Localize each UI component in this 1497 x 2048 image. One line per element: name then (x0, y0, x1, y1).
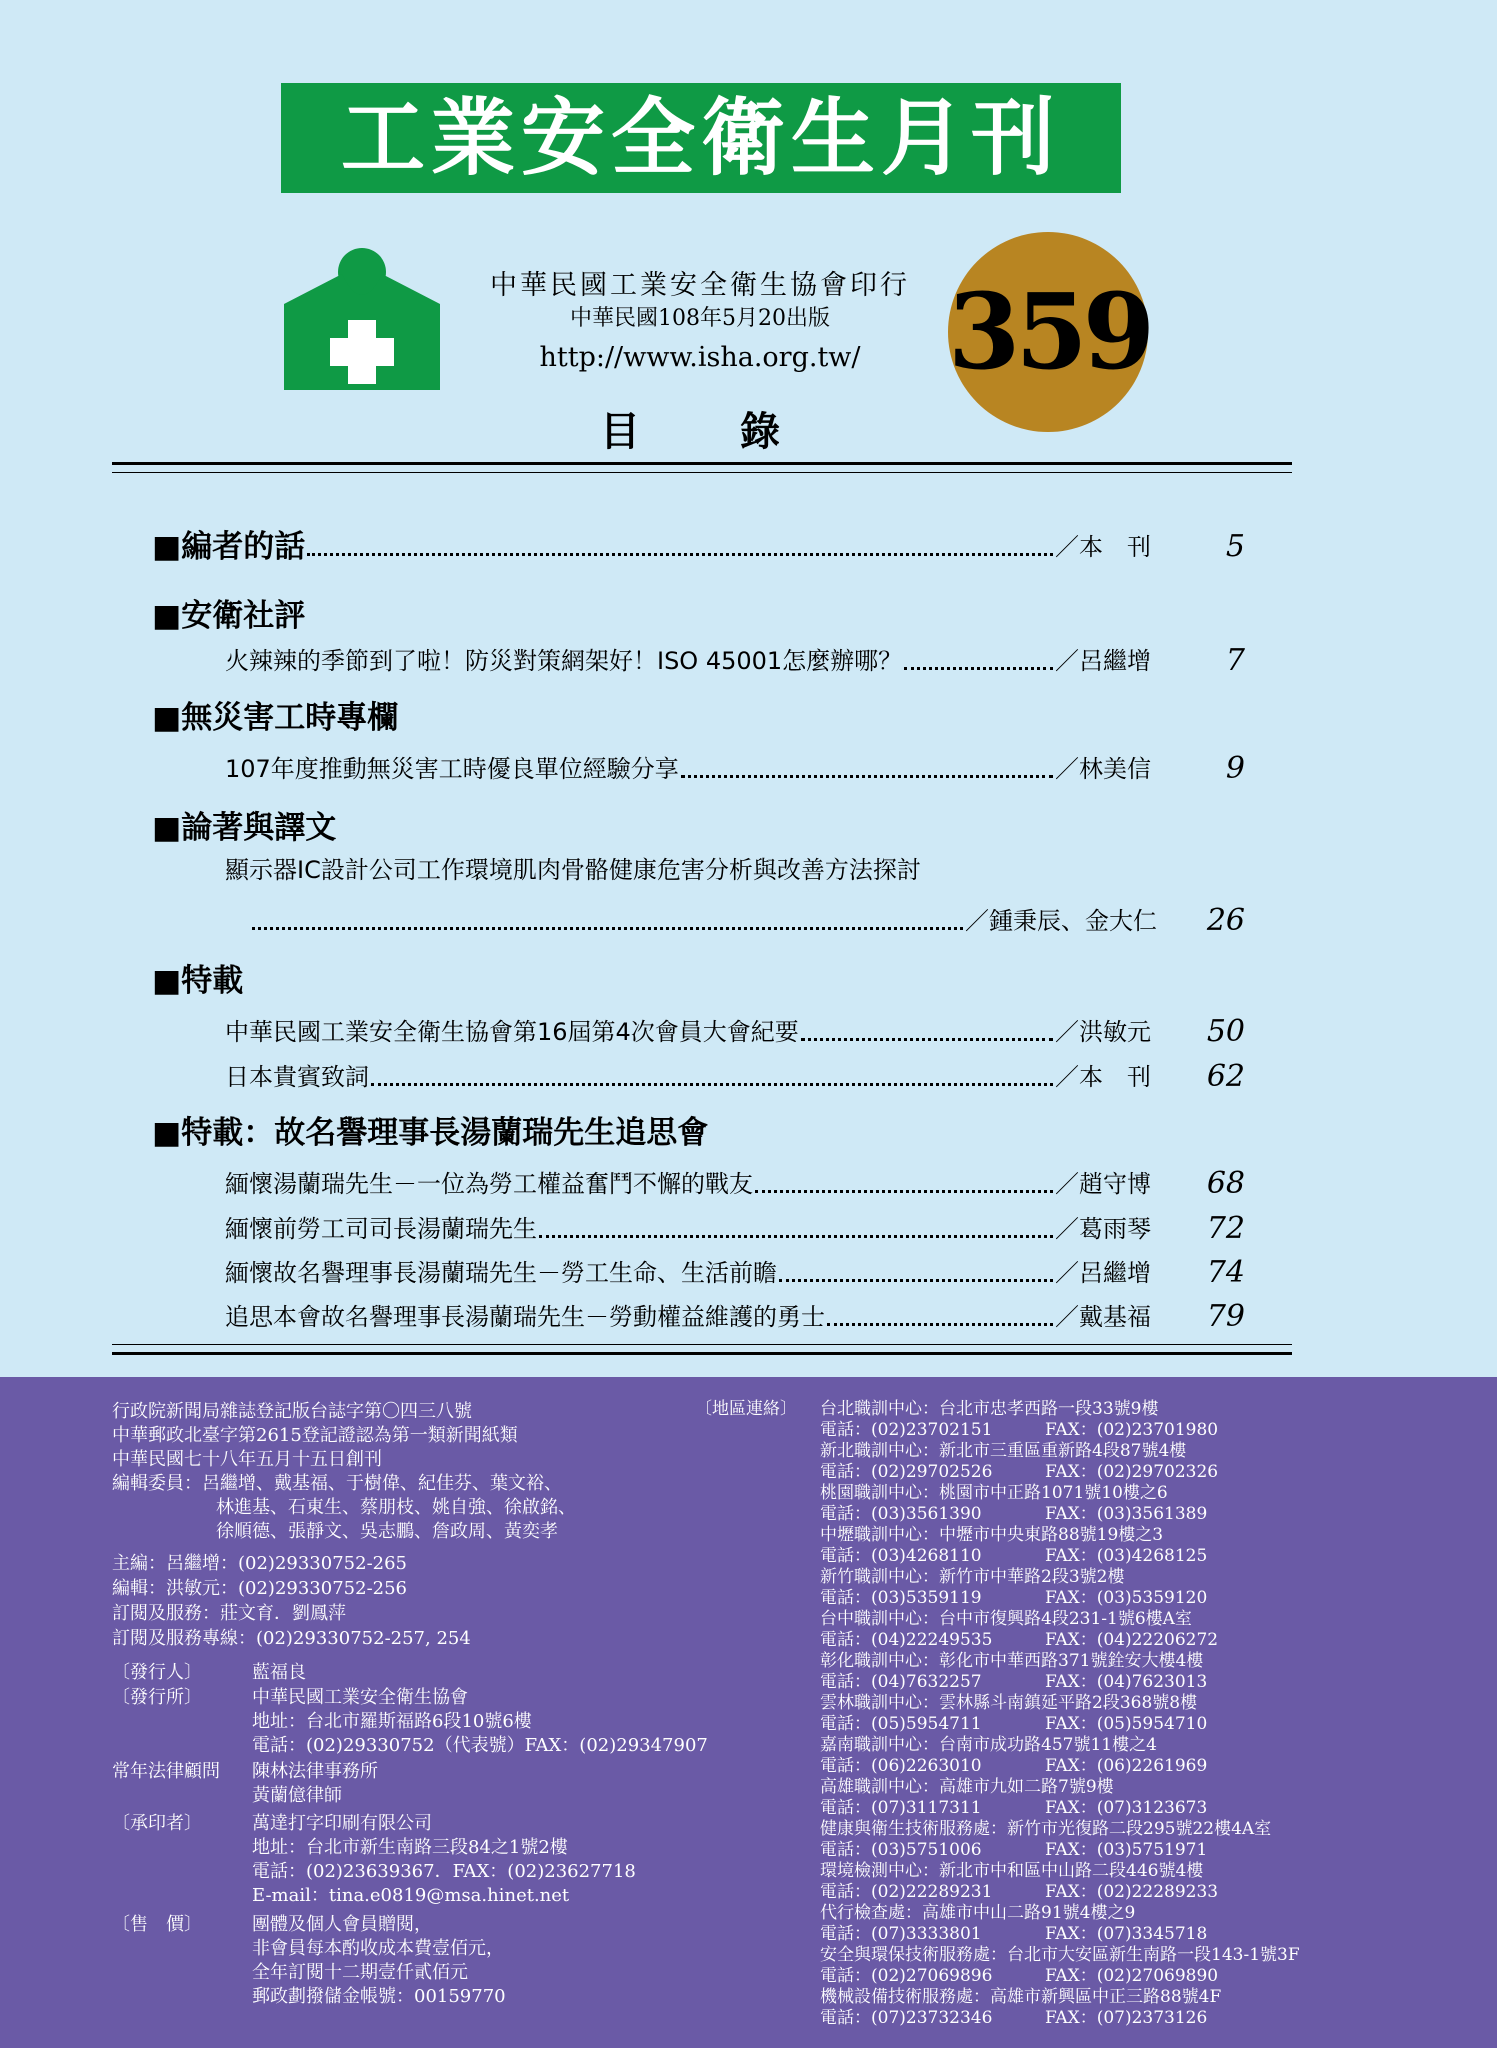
office-line: 中華民國工業安全衛生協會 (252, 1687, 468, 1708)
colophon-panel (0, 1377, 1497, 2048)
section-heading: ■安衛社評 (152, 598, 306, 634)
entry-author: ／鍾秉辰、金大仁 (965, 907, 1157, 935)
colophon-line: 林進基、石東生、蔡朋枝、姚自強、徐啟銘、 (216, 1497, 576, 1518)
section-heading: ■特載 (152, 963, 244, 999)
leader-dots (252, 927, 963, 930)
regional-center-fax: FAX：(03)3561389 (1045, 1504, 1208, 1524)
publisher-info (440, 268, 960, 378)
regional-center-tel: 電話：(07)3117311 (820, 1798, 982, 1818)
regional-center-tel: 電話：(06)2263010 (820, 1756, 982, 1776)
regional-center-tel: 電話：(03)5751006 (820, 1840, 982, 1860)
section-heading: ■論著與譯文 (152, 810, 337, 846)
issuer-value: 藍福良 (252, 1662, 306, 1683)
entry-title: 緬懷前勞工司司長湯蘭瑞先生 (225, 1215, 537, 1243)
entry-author: ／葛雨琴 (1055, 1215, 1151, 1243)
price-line: 全年訂閱十二期壹仟貳佰元 (252, 1962, 468, 1983)
toc-entry[interactable] (225, 1252, 1245, 1290)
publisher-url[interactable]: http://www.isha.org.tw/ (539, 342, 861, 373)
regional-center-tel: 電話：(02)27069896 (820, 1966, 993, 1986)
entry-author: ／趙守博 (1055, 1170, 1151, 1198)
legal-line: 陳林法律事務所 (252, 1761, 378, 1782)
entry-page: 50 (1206, 1014, 1245, 1049)
regional-center-fax: FAX：(02)23701980 (1045, 1420, 1219, 1440)
regional-center-name: 環境檢測中心：新北市中和區中山路二段446號4樓 (820, 1861, 1204, 1881)
toc-bottom-rule (112, 1352, 1292, 1355)
leader-dots (539, 1235, 1053, 1238)
toc-entry[interactable] (250, 900, 1245, 938)
entry-page: 62 (1206, 1059, 1245, 1094)
regional-center-fax: FAX：(06)2261969 (1045, 1756, 1208, 1776)
legal-label: 常年法律顧問 (112, 1761, 220, 1782)
regional-center-fax: FAX：(03)5751971 (1045, 1840, 1208, 1860)
regional-center-tel: 電話：(04)7632257 (820, 1672, 982, 1692)
price-line: 郵政劃撥儲金帳號：00159770 (252, 1986, 506, 2007)
regional-center-tel: 電話：(03)4268110 (820, 1546, 982, 1566)
entry-page: 9 (1225, 751, 1245, 786)
colophon-line: 編輯：洪敏元：(02)29330752-256 (112, 1578, 408, 1599)
entry-page: 26 (1206, 903, 1245, 938)
colophon-line: 中華郵政北臺字第2615登記證認為第一類新聞紙類 (112, 1425, 518, 1446)
regional-center-fax: FAX：(02)27069890 (1045, 1966, 1219, 1986)
publish-date: 中華民國108年5月20出版 (570, 306, 830, 331)
regional-center-name: 桃園職訓中心：桃園市中正路1071號10樓之6 (820, 1483, 1168, 1503)
entry-page: 79 (1206, 1299, 1245, 1334)
regional-center-name: 中壢職訓中心：中壢市中央東路88號19樓之3 (820, 1525, 1164, 1545)
regional-center-name: 嘉南職訓中心：台南市成功路457號11樓之4 (820, 1735, 1157, 1755)
entry-page: 68 (1206, 1166, 1245, 1201)
masthead-title: 工業安全衛生月刊 (281, 83, 1121, 193)
regional-label: 〔地區連絡〕 (695, 1399, 797, 1419)
regional-center-fax: FAX：(02)29702326 (1045, 1462, 1219, 1482)
legal-line: 黃蘭億律師 (252, 1785, 342, 1806)
regional-center-fax: FAX：(03)5359120 (1045, 1588, 1208, 1608)
issuer-label: 〔發行人〕 (112, 1662, 202, 1683)
leader-dots (681, 775, 1053, 778)
regional-center-name: 機械設備技術服務處：高雄市新興區中正三路88號4F (820, 1987, 1222, 2007)
colophon-line: 訂閱及服務：莊文育．劉鳳萍 (112, 1603, 346, 1624)
toc-top-rule (112, 462, 1292, 465)
isha-logo-icon (284, 246, 440, 390)
regional-center-name: 代行檢查處：高雄市中山二路91號4樓之9 (820, 1903, 1136, 1923)
regional-center-tel: 電話：(02)29702526 (820, 1462, 993, 1482)
regional-center-name: 雲林職訓中心：雲林縣斗南鎮延平路2段368號8樓 (820, 1693, 1198, 1713)
price-line: 團體及個人會員贈閱， (252, 1914, 432, 1935)
toc-top-rule-thin (112, 472, 1292, 473)
entry-author: ／本 刊 (1055, 1063, 1151, 1091)
regional-center-tel: 電話：(05)5954711 (820, 1714, 982, 1734)
entry-author: ／洪敏元 (1055, 1018, 1151, 1046)
office-label: 〔發行所〕 (112, 1687, 202, 1708)
leader-dots (779, 1279, 1053, 1282)
price-line: 非會員每本酌收成本費壹佰元， (252, 1938, 504, 1959)
toc-entry[interactable] (225, 1296, 1245, 1334)
printer-line: 萬達打字印刷有限公司 (252, 1813, 432, 1834)
regional-center-name: 台中職訓中心：台中市復興路4段231-1號6樓A室 (820, 1609, 1192, 1629)
regional-center-fax: FAX：(02)22289233 (1045, 1882, 1219, 1902)
entry-author: ／本 刊 (1055, 533, 1151, 561)
regional-center-name: 台北職訓中心：台北市忠孝西路一段33號9樓 (820, 1399, 1159, 1419)
section-heading: ■無災害工時專欄 (152, 700, 399, 736)
regional-center-name: 安全與環保技術服務處：台北市大安區新生南路一段143-1號3F (820, 1945, 1300, 1965)
entry-page: 5 (1225, 529, 1245, 564)
printer-line: 地址：台北市新生南路三段84之1號2樓 (252, 1837, 568, 1858)
regional-center-name: 高雄職訓中心：高雄市九如二路7號9樓 (820, 1777, 1114, 1797)
printer-line: 電話：(02)23639367．FAX：(02)23627718 (252, 1861, 636, 1882)
regional-center-tel: 電話：(04)22249535 (820, 1630, 993, 1650)
leader-dots (801, 1038, 1053, 1041)
toc-entry[interactable] (225, 640, 1245, 678)
printer-label: 〔承印者〕 (112, 1813, 202, 1834)
regional-center-fax: FAX：(07)2373126 (1045, 2008, 1208, 2028)
entry-page: 72 (1206, 1211, 1245, 1246)
leader-dots (371, 1083, 1053, 1086)
regional-center-tel: 電話：(02)23702151 (820, 1420, 993, 1440)
regional-center-fax: FAX：(05)5954710 (1045, 1714, 1208, 1734)
regional-center-fax: FAX：(04)22206272 (1045, 1630, 1219, 1650)
price-label: 〔售 價〕 (112, 1914, 202, 1935)
entry-title: 緬懷故名譽理事長湯蘭瑞先生－勞工生命、生活前瞻 (225, 1259, 777, 1287)
entry-page: 7 (1225, 643, 1245, 678)
entry-title: 日本貴賓致詞 (225, 1063, 369, 1091)
printer-email[interactable]: E-mail：tina.e0819@msa.hinet.net (252, 1885, 570, 1906)
entry-title: 緬懷湯蘭瑞先生－一位為勞工權益奮鬥不懈的戰友 (225, 1170, 753, 1198)
entry-author: ／戴基福 (1055, 1303, 1151, 1331)
entry-author: ／呂繼增 (1055, 1259, 1151, 1287)
toc-bottom-rule-thin (112, 1344, 1292, 1345)
entry-title[interactable]: 顯示器IC設計公司工作環境肌肉骨骼健康危害分析與改善方法探討 (225, 856, 921, 884)
colophon-line: 行政院新聞局雜誌登記版台誌字第〇四三八號 (112, 1401, 472, 1422)
entry-title: 火辣辣的季節到了啦！防災對策網架好！ISO 45001怎麼辦哪？ (225, 647, 903, 675)
regional-center-fax: FAX：(07)3123673 (1045, 1798, 1208, 1818)
colophon-line: 訂閱及服務專線：(02)29330752-257, 254 (112, 1628, 471, 1649)
regional-center-name: 新北職訓中心：新北市三重區重新路4段87號4樓 (820, 1441, 1187, 1461)
entry-author: ／林美信 (1055, 755, 1151, 783)
leader-dots (307, 553, 1053, 556)
toc-title: 目錄 (600, 409, 880, 455)
entry-title: 追思本會故名譽理事長湯蘭瑞先生－勞動權益維護的勇士 (225, 1303, 825, 1331)
entry-author: ／呂繼增 (1055, 647, 1151, 675)
section-heading: ■特載：故名譽理事長湯蘭瑞先生追思會 (152, 1115, 709, 1151)
regional-center-fax: FAX：(03)4268125 (1045, 1546, 1208, 1566)
regional-center-fax: FAX：(04)7623013 (1045, 1672, 1208, 1692)
entry-title: 中華民國工業安全衛生協會第16屆第4次會員大會紀要 (225, 1018, 799, 1046)
regional-center-tel: 電話：(03)5359119 (820, 1588, 982, 1608)
toc-entry[interactable] (225, 1208, 1245, 1246)
office-line: 地址：台北市羅斯福路6段10號6樓 (252, 1711, 532, 1732)
leader-dots (827, 1323, 1053, 1326)
toc-entry[interactable] (225, 1011, 1245, 1049)
toc-entry[interactable] (225, 1163, 1245, 1201)
entry-title: 107年度推動無災害工時優良單位經驗分享 (225, 755, 679, 783)
regional-center-name: 新竹職訓中心：新竹市中華路2段3號2樓 (820, 1567, 1125, 1587)
issue-number-badge: 359 (948, 232, 1148, 432)
colophon-line: 主編：呂繼增：(02)29330752-265 (112, 1553, 408, 1574)
regional-center-tel: 電話：(07)23732346 (820, 2008, 993, 2028)
toc-entry[interactable] (225, 1056, 1245, 1094)
colophon-line: 徐順德、張靜文、吳志鵬、詹政周、黃奕孝 (216, 1521, 558, 1542)
regional-center-tel: 電話：(02)22289231 (820, 1882, 993, 1902)
office-line: 電話：(02)29330752（代表號）FAX：(02)29347907 (252, 1735, 708, 1756)
entry-page: 74 (1206, 1255, 1245, 1290)
regional-center-name: 健康與衛生技術服務處：新竹市光復路二段295號22樓4A室 (820, 1819, 1272, 1839)
toc-entry[interactable] (225, 748, 1245, 786)
section-heading: ■編者的話 (152, 529, 306, 565)
regional-center-tel: 電話：(07)3333801 (820, 1924, 982, 1944)
colophon-line: 中華民國七十八年五月十五日創刊 (112, 1449, 382, 1470)
regional-center-tel: 電話：(03)3561390 (820, 1504, 982, 1524)
publisher-name: 中華民國工業安全衛生協會印行 (490, 270, 910, 301)
regional-center-name: 彰化職訓中心：彰化市中華西路371號銓安大樓4樓 (820, 1651, 1204, 1671)
leader-dots (904, 667, 1053, 670)
colophon-line: 編輯委員：呂繼增、戴基福、于樹偉、紀佳芬、葉文裕、 (112, 1473, 562, 1494)
leader-dots (755, 1190, 1053, 1193)
regional-center-fax: FAX：(07)3345718 (1045, 1924, 1208, 1944)
toc-entry[interactable] (152, 526, 1245, 564)
